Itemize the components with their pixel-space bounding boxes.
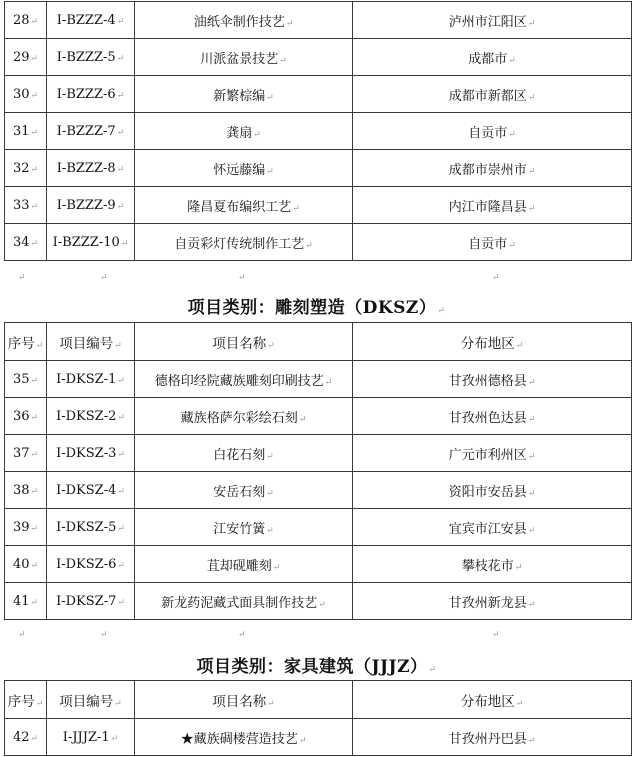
paragraph-mark: ↵ [116,90,125,101]
paragraph-mark: ↵ [266,488,274,499]
cell-project-code-text: Ⅰ-DKSZ-4 [56,482,117,498]
cell-project-name-text: 新繁棕编 [213,88,266,104]
paragraph-mark: ↵ [266,451,274,462]
paragraph-mark: ↵ [30,127,39,138]
paragraph-mark: ↵ [117,486,125,497]
header-project-name-text: 项目名称 [212,693,267,710]
cell-region [353,2,632,39]
paragraph-mark: ↵ [267,698,275,709]
cell-project-code [47,76,135,113]
table-row [5,187,632,224]
cell-region [353,509,632,546]
cell-project-code [47,719,135,756]
cell-project-code [47,113,135,150]
cell-region [353,76,632,113]
paragraph-mark: ↵ [292,203,300,214]
cell-project-name [135,187,353,224]
table-row [5,509,632,546]
paragraph-mark: ↵ [117,523,125,534]
cell-region [353,113,632,150]
paragraph-mark: ↵ [515,698,524,709]
cell-project-name-text: 隆昌夏布编织工艺 [187,199,292,215]
header-project-code [47,681,135,719]
table-row [5,113,632,150]
header-project-name [135,323,353,361]
paragraph-mark: ↵ [514,562,523,573]
paragraph-mark: ↵ [324,377,333,388]
cell-number-text: 30 [12,86,30,102]
cell-number-text: 39 [12,519,30,535]
cell-region [353,398,632,435]
cell-number-text: 37 [12,445,30,461]
cell-number [5,398,47,435]
cell-number-text: 36 [12,408,30,424]
cell-number [5,2,47,39]
table-row [5,546,632,583]
cell-number-text: 34 [12,234,30,250]
cell-region [353,39,632,76]
cell-number-text: 41 [12,593,30,609]
table-row [5,76,632,113]
paragraph-mark: ↵ [30,375,39,386]
cell-number [5,435,47,472]
cell-project-name-text: 安岳石刻 [213,484,266,500]
paragraph-mark: ↵ [527,377,536,388]
paragraph-mark: ↵ [30,16,39,27]
cell-region [353,435,632,472]
cell-project-code-text: Ⅰ-DKSZ-7 [56,593,117,609]
cell-project-code [47,398,135,435]
paragraph-mark: ↵ [30,90,39,101]
header-project-code-text: 项目编号 [59,335,114,352]
cell-project-name [135,435,353,472]
cell-project-code-text: Ⅰ-BZZZ-7 [56,123,116,139]
cell-project-name [135,150,353,187]
cell-number-text: 28 [12,12,30,28]
table-header-row [5,681,632,719]
cell-project-name-text: 怀远藤编 [213,162,266,178]
table-row [5,361,632,398]
paragraph-mark: ↵ [117,375,125,386]
paragraph-mark: ↵ [527,735,536,746]
paragraph-mark: ↵ [527,488,536,499]
paragraph-mark: ↵ [117,597,125,608]
cell-number [5,546,47,583]
cell-project-code [47,187,135,224]
paragraph-mark: ↵ [492,273,500,283]
cell-number [5,719,47,756]
cell-project-code [47,509,135,546]
paragraph-mark: ↵ [100,273,108,283]
cell-region-text: 甘孜州丹巴县 [448,731,527,747]
cell-project-name-text: 藏族格萨尔彩绘石刻 [180,410,298,426]
cell-region-text: 成都市新都区 [448,88,527,104]
header-number [5,323,47,361]
cell-project-code [47,583,135,620]
paragraph-mark: ↵ [30,560,39,571]
paragraph-mark: ↵ [298,735,307,746]
cell-region [353,472,632,509]
paragraph-mark: ↵ [114,698,122,709]
paragraph-mark: ↵ [117,449,125,460]
cell-region-text: 甘孜州德格县 [448,373,527,389]
cell-project-name-text: ★藏族碉楼营造技艺 [180,731,298,747]
cell-project-name-text: 新龙药泥藏式面具制作技艺 [161,595,318,611]
header-region [353,681,632,719]
cell-project-code-text: Ⅰ-BZZZ-9 [56,197,116,213]
cell-project-name-text: 自贡彩灯传统制作工艺 [174,236,305,252]
paragraph-mark: ↵ [318,599,326,610]
section-heading-text: 项目类别：家具建筑（JJJZ） [196,657,428,677]
cell-region-text: 攀枝花市 [461,558,514,574]
cell-number-text: 35 [12,371,30,387]
cell-project-code-text: Ⅰ-BZZZ-8 [56,160,116,176]
paragraph-mark: ↵ [298,414,307,425]
cell-region-text: 自贡市 [468,125,508,141]
cell-region-text: 泸州市江阳区 [448,14,527,30]
cell-region [353,150,632,187]
paragraph-mark: ↵ [30,201,39,212]
cell-region-text: 内江市隆昌县 [448,199,527,215]
paragraph-mark: ↵ [35,340,44,351]
cell-project-name [135,719,353,756]
header-region [353,323,632,361]
paragraph-mark: ↵ [116,201,125,212]
cell-region [353,546,632,583]
cell-project-name-text: 龚扇 [226,125,253,141]
cell-project-code-text: Ⅰ-DKSZ-1 [56,371,117,387]
paragraph-mark: ↵ [35,698,44,709]
paragraph-mark: ↵ [30,597,39,608]
cell-region [353,583,632,620]
cell-number-text: 33 [12,197,30,213]
paragraph-marks-row-2 [0,630,633,644]
paragraph-mark: ↵ [30,449,39,460]
header-number [5,681,47,719]
paragraph-mark: ↵ [30,53,39,64]
cell-project-name [135,546,353,583]
paragraph-mark: ↵ [305,240,313,251]
paragraph-mark: ↵ [18,273,26,283]
cell-project-code-text: Ⅰ-DKSZ-6 [56,556,117,572]
cell-number [5,39,47,76]
paragraph-mark: ↵ [527,203,536,214]
cell-project-name-text: 白花石刻 [213,447,266,463]
paragraph-mark: ↵ [272,562,281,573]
section-heading-text: 项目类别：雕刻塑造（DKSZ） [187,298,437,318]
cell-number [5,113,47,150]
table-row [5,583,632,620]
paragraph-mark: ↵ [116,16,125,27]
cell-project-name [135,509,353,546]
paragraph-mark: ↵ [527,18,536,29]
cell-project-code [47,150,135,187]
table-row [5,2,632,39]
cell-number [5,150,47,187]
paragraph-mark: ↵ [508,240,516,251]
paragraph-mark: ↵ [527,451,536,462]
cell-region-text: 广元市利州区 [448,447,527,463]
paragraph-mark: ↵ [527,525,536,536]
paragraph-mark: ↵ [30,486,39,497]
paragraph-mark: ↵ [266,92,274,103]
paragraph-mark: ↵ [117,412,125,423]
cell-project-code-text: Ⅰ-BZZZ-5 [56,49,116,65]
paragraph-mark: ↵ [18,630,26,640]
cell-region-text: 甘孜州色达县 [448,410,527,426]
paragraph-mark: ↵ [30,523,39,534]
cell-number-text: 32 [12,160,30,176]
cell-project-name-text: 川派盆景技艺 [200,51,279,67]
cell-number [5,583,47,620]
cell-project-name [135,2,353,39]
cell-number [5,76,47,113]
cell-project-code-text: Ⅰ-BZZZ-10 [52,234,120,250]
cell-project-code [47,546,135,583]
cell-region [353,361,632,398]
cell-project-code [47,224,135,261]
paragraph-mark: ↵ [116,127,125,138]
cell-project-code [47,2,135,39]
cell-project-name [135,76,353,113]
cell-region [353,719,632,756]
cell-region-text: 宜宾市江安县 [448,521,527,537]
cell-project-name-text: 德格印经院藏族雕刻印刷技艺 [154,373,324,389]
cell-project-name-text: 江安竹簧 [213,521,266,537]
paragraph-mark: ↵ [266,166,274,177]
cell-project-code [47,361,135,398]
paragraph-mark: ↵ [30,412,39,423]
cell-number-text: 40 [12,556,30,572]
table-row [5,150,632,187]
cell-number-text: 29 [12,49,30,65]
section-heading-dksz [0,293,633,318]
paragraph-mark: ↵ [527,92,536,103]
paragraph-mark: ↵ [110,733,119,744]
cell-project-name [135,224,353,261]
cell-project-code-text: Ⅰ-DKSZ-5 [56,519,117,535]
crafts-table-bzzz [4,1,632,261]
cell-project-code [47,472,135,509]
cell-number [5,472,47,509]
table-header-row [5,323,632,361]
cell-number-text: 42 [12,729,30,745]
table-row [5,39,632,76]
paragraph-mark: ↵ [266,525,274,536]
cell-region-text: 资阳市安岳县 [448,484,527,500]
paragraph-mark: ↵ [267,340,275,351]
paragraph-mark: ↵ [117,560,125,571]
paragraph-marks-row-1 [0,273,633,287]
cell-project-code-text: Ⅰ-JJJZ-1 [62,729,110,745]
cell-project-name [135,583,353,620]
paragraph-mark: ↵ [30,238,39,249]
paragraph-mark: ↵ [100,630,108,640]
table-row [5,435,632,472]
paragraph-mark: ↵ [508,55,516,66]
paragraph-mark: ↵ [285,18,294,29]
header-project-name [135,681,353,719]
cell-project-code-text: Ⅰ-DKSZ-3 [56,445,117,461]
table-row [5,224,632,261]
crafts-table-dksz [4,322,632,620]
paragraph-mark: ↵ [30,164,39,175]
header-number-text: 序号 [7,335,35,352]
header-region-text: 分布地区 [460,693,515,710]
paragraph-mark: ↵ [116,164,125,175]
paragraph-mark: ↵ [253,129,261,140]
header-project-name-text: 项目名称 [212,335,267,352]
cell-number-text: 38 [12,482,30,498]
cell-project-code-text: Ⅰ-BZZZ-6 [56,86,116,102]
cell-number [5,361,47,398]
table-row [5,719,632,756]
crafts-table-jjjz [4,680,632,756]
paragraph-mark: ↵ [30,733,39,744]
cell-region [353,224,632,261]
cell-project-name [135,472,353,509]
cell-region-text: 成都市 [468,51,508,67]
paragraph-mark: ↵ [428,665,437,675]
paragraph-mark: ↵ [527,599,536,610]
paragraph-mark: ↵ [116,53,125,64]
cell-number-text: 31 [12,123,30,139]
paragraph-mark: ↵ [238,273,246,283]
cell-project-name [135,113,353,150]
cell-project-name [135,39,353,76]
header-region-text: 分布地区 [460,335,515,352]
cell-number [5,509,47,546]
cell-project-name [135,361,353,398]
table-row [5,398,632,435]
paragraph-mark: ↵ [238,630,246,640]
paragraph-mark: ↵ [515,340,524,351]
paragraph-mark: ↵ [508,129,516,140]
cell-project-code [47,39,135,76]
cell-project-name [135,398,353,435]
header-project-code-text: 项目编号 [59,693,114,710]
cell-project-name-text: 油纸伞制作技艺 [193,14,285,30]
paragraph-mark: ↵ [120,238,129,249]
paragraph-mark: ↵ [437,306,446,316]
cell-region-text: 自贡市 [468,236,508,252]
cell-region-text: 甘孜州新龙县 [448,595,527,611]
cell-project-name-text: 苴却砚雕刻 [206,558,272,574]
section-heading-jjjz [0,652,633,677]
paragraph-mark: ↵ [527,166,536,177]
cell-project-code [47,435,135,472]
paragraph-mark: ↵ [114,340,122,351]
paragraph-mark: ↵ [492,630,500,640]
table-row [5,472,632,509]
cell-project-code-text: Ⅰ-BZZZ-4 [56,12,116,28]
cell-project-code-text: Ⅰ-DKSZ-2 [56,408,117,424]
header-number-text: 序号 [7,693,35,710]
cell-region [353,187,632,224]
paragraph-mark: ↵ [527,414,536,425]
header-project-code [47,323,135,361]
cell-number [5,187,47,224]
cell-region-text: 成都市崇州市 [448,162,527,178]
paragraph-mark: ↵ [279,55,287,66]
cell-number [5,224,47,261]
